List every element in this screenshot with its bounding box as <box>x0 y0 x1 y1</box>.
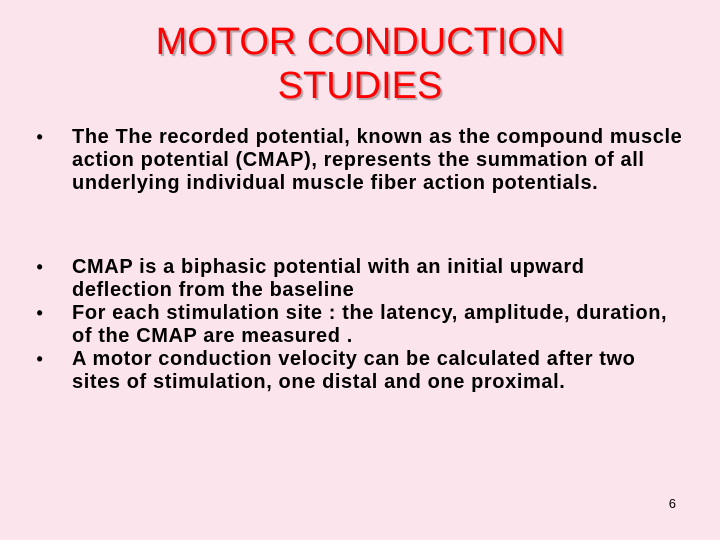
bullet-list-intro <box>30 126 690 195</box>
bullet-text: For each stimulation site : the latency, amplitude, duration, of the CMAP are measured . <box>72 302 668 347</box>
bullet-item <box>30 126 690 195</box>
bullet-item <box>30 256 690 302</box>
bullet-text: A motor conduction velocity can be calculated after two sites of stimulation, one distal and one proximal. <box>72 348 636 393</box>
bullet-dot-icon: • <box>36 303 44 323</box>
page-number: 6 <box>668 496 676 511</box>
bullet-dot-icon: • <box>36 257 44 277</box>
slide-title-line-1: MOTOR CONDUCTION <box>155 21 565 63</box>
bullet-item <box>30 302 690 348</box>
bullet-dot-icon: • <box>36 349 44 369</box>
bullet-list-details <box>30 256 690 394</box>
bullet-text: CMAP is a biphasic potential with an initial upward deflection from the baseline <box>72 256 585 301</box>
slide-title <box>0 20 720 108</box>
bullet-item <box>30 348 690 394</box>
slide-title-line-2: STUDIES <box>277 65 443 107</box>
bullet-dot-icon: • <box>36 127 44 147</box>
bullet-text: The The recorded potential, known as the compound muscle action potential (CMAP), represents the summation of all underlying individual muscle fiber action potentials. <box>72 126 683 194</box>
